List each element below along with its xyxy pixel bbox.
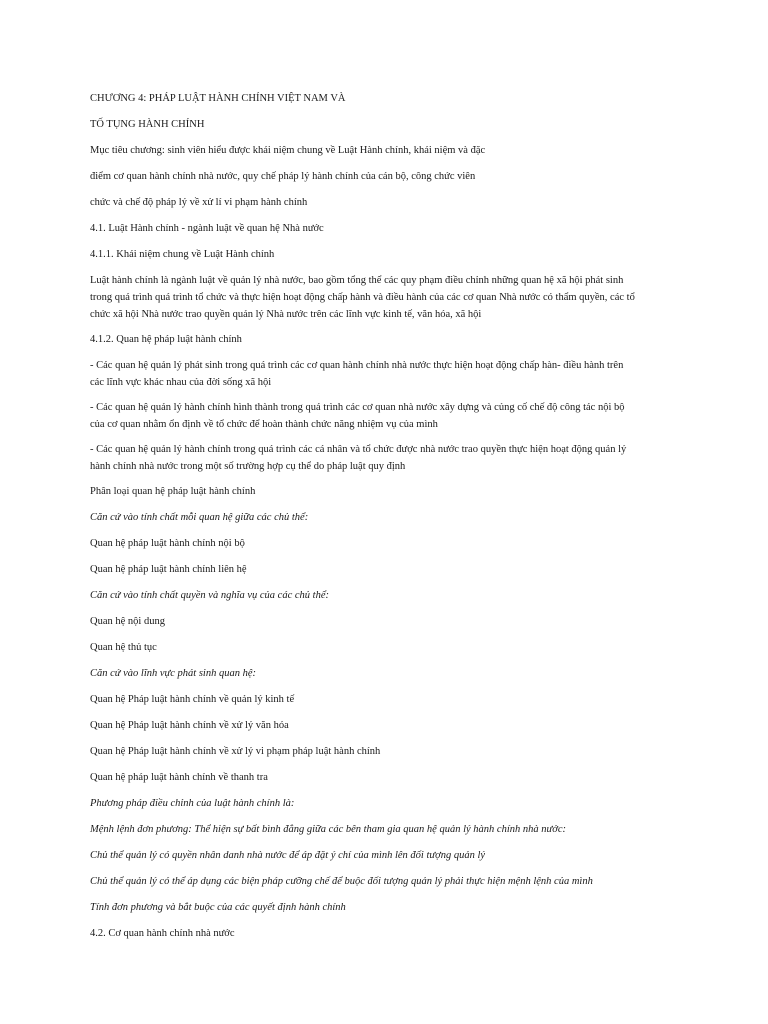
bullet-line: - Các quan hệ quản lý phát sinh trong quá trình các cơ quan hành chính nhà nước thực hiện hoạt động chấp hàn- điều hành trên xyxy=(90,360,624,371)
bullet-paragraph-3 xyxy=(90,441,690,475)
bullet-line: các lĩnh vực khác nhau của đời sống xã hội xyxy=(90,377,272,388)
objective-line-3: chức và chế độ pháp lý về xử lí vi phạm hành chính xyxy=(90,197,308,208)
method-item-1: Mệnh lệnh đơn phương: Thể hiện sự bất bình đẳng giữa các bên tham gia quan hệ quản lý hành chính nhà nước: xyxy=(90,824,566,835)
definition-line: trong quá trình quá trình tổ chức và thực hiện hoạt động chấp hành và điều hành của các cơ quan Nhà nước có thẩm quyền, các tổ xyxy=(90,292,635,303)
method-item-2: Chủ thể quản lý có quyền nhân danh nhà nước để áp đặt ý chí của mình lên đối tượng quản lý xyxy=(90,850,486,861)
document-page xyxy=(90,90,690,951)
objective-line-2: điểm cơ quan hành chính nhà nước, quy chế pháp lý hành chính của cán bộ, công chức viên xyxy=(90,171,476,182)
criterion-3-item-3: Quan hệ Pháp luật hành chính về xử lý vi phạm pháp luật hành chính xyxy=(90,746,381,757)
section-4-1-2-heading: 4.1.2. Quan hệ pháp luật hành chính xyxy=(90,334,242,345)
criterion-3-item-2: Quan hệ Pháp luật hành chính về xử lý văn hóa xyxy=(90,720,289,731)
chapter-heading-line-2: TỐ TỤNG HÀNH CHÍNH xyxy=(90,119,205,130)
criterion-3: Căn cứ vào lĩnh vực phát sinh quan hệ: xyxy=(90,668,257,679)
criterion-3-item-1: Quan hệ Pháp luật hành chính về quản lý kinh tế xyxy=(90,694,295,705)
criterion-2-item-2: Quan hệ thủ tục xyxy=(90,642,157,653)
definition-paragraph xyxy=(90,272,690,323)
section-4-2-heading: 4.2. Cơ quan hành chính nhà nước xyxy=(90,928,235,939)
chapter-heading-line-1: CHƯƠNG 4: PHÁP LUẬT HÀNH CHÍNH VIỆT NAM VÀ xyxy=(90,93,346,104)
bullet-line: hành chính nhà nước trong một số trường hợp cụ thể do pháp luật quy định xyxy=(90,461,406,472)
criterion-3-item-4: Quan hệ pháp luật hành chính về thanh tra xyxy=(90,772,268,783)
criterion-1-item-1: Quan hệ pháp luật hành chính nội bộ xyxy=(90,538,245,549)
objective-line-1: Mục tiêu chương: sinh viên hiểu được khái niệm chung về Luật Hành chính, khái niệm và đặc xyxy=(90,145,486,156)
criterion-1-item-2: Quan hệ pháp luật hành chính liên hệ xyxy=(90,564,247,575)
classification-title: Phân loại quan hệ pháp luật hành chính xyxy=(90,486,256,497)
criterion-1: Căn cứ vào tính chất mỗi quan hệ giữa các chủ thể: xyxy=(90,512,309,523)
method-item-3: Chủ thể quản lý có thể áp dụng các biện pháp cưỡng chế để buộc đối tượng quản lý phải thực hiện mệnh lệnh của mình xyxy=(90,876,593,887)
bullet-line: - Các quan hệ quản lý hành chính trong quá trình các cá nhân và tổ chức được nhà nước trao quyền thực hiện hoạt động quản lý xyxy=(90,444,627,455)
bullet-paragraph-1 xyxy=(90,357,690,391)
section-4-1-1-heading: 4.1.1. Khái niệm chung về Luật Hành chính xyxy=(90,249,275,260)
bullet-line: - Các quan hệ quản lý hành chính hình thành trong quá trình các cơ quan nhà nước xây dựng và củng cố chế độ công tác nội bộ xyxy=(90,402,625,413)
criterion-2: Căn cứ vào tính chất quyền và nghĩa vụ của các chủ thể: xyxy=(90,590,329,601)
bullet-line: của cơ quan nhằm ổn định về tổ chức để hoàn thành chức năng nhiệm vụ của mình xyxy=(90,419,438,430)
bullet-paragraph-2 xyxy=(90,399,690,433)
method-item-4: Tính đơn phương và bắt buộc của các quyết định hành chính xyxy=(90,902,346,913)
definition-line: Luật hành chính là ngành luật về quản lý nhà nước, bao gồm tổng thể các quy phạm điều chỉnh những quan hệ xã hội phát sinh xyxy=(90,275,624,286)
method-title: Phương pháp điều chỉnh của luật hành chính là: xyxy=(90,798,295,809)
definition-line: chức xã hội Nhà nước trao quyền quản lý Nhà nước trên các lĩnh vực kinh tế, văn hóa, xã hội xyxy=(90,309,482,320)
criterion-2-item-1: Quan hệ nội dung xyxy=(90,616,165,627)
section-4-1-heading: 4.1. Luật Hành chính - ngành luật về quan hệ Nhà nước xyxy=(90,223,324,234)
